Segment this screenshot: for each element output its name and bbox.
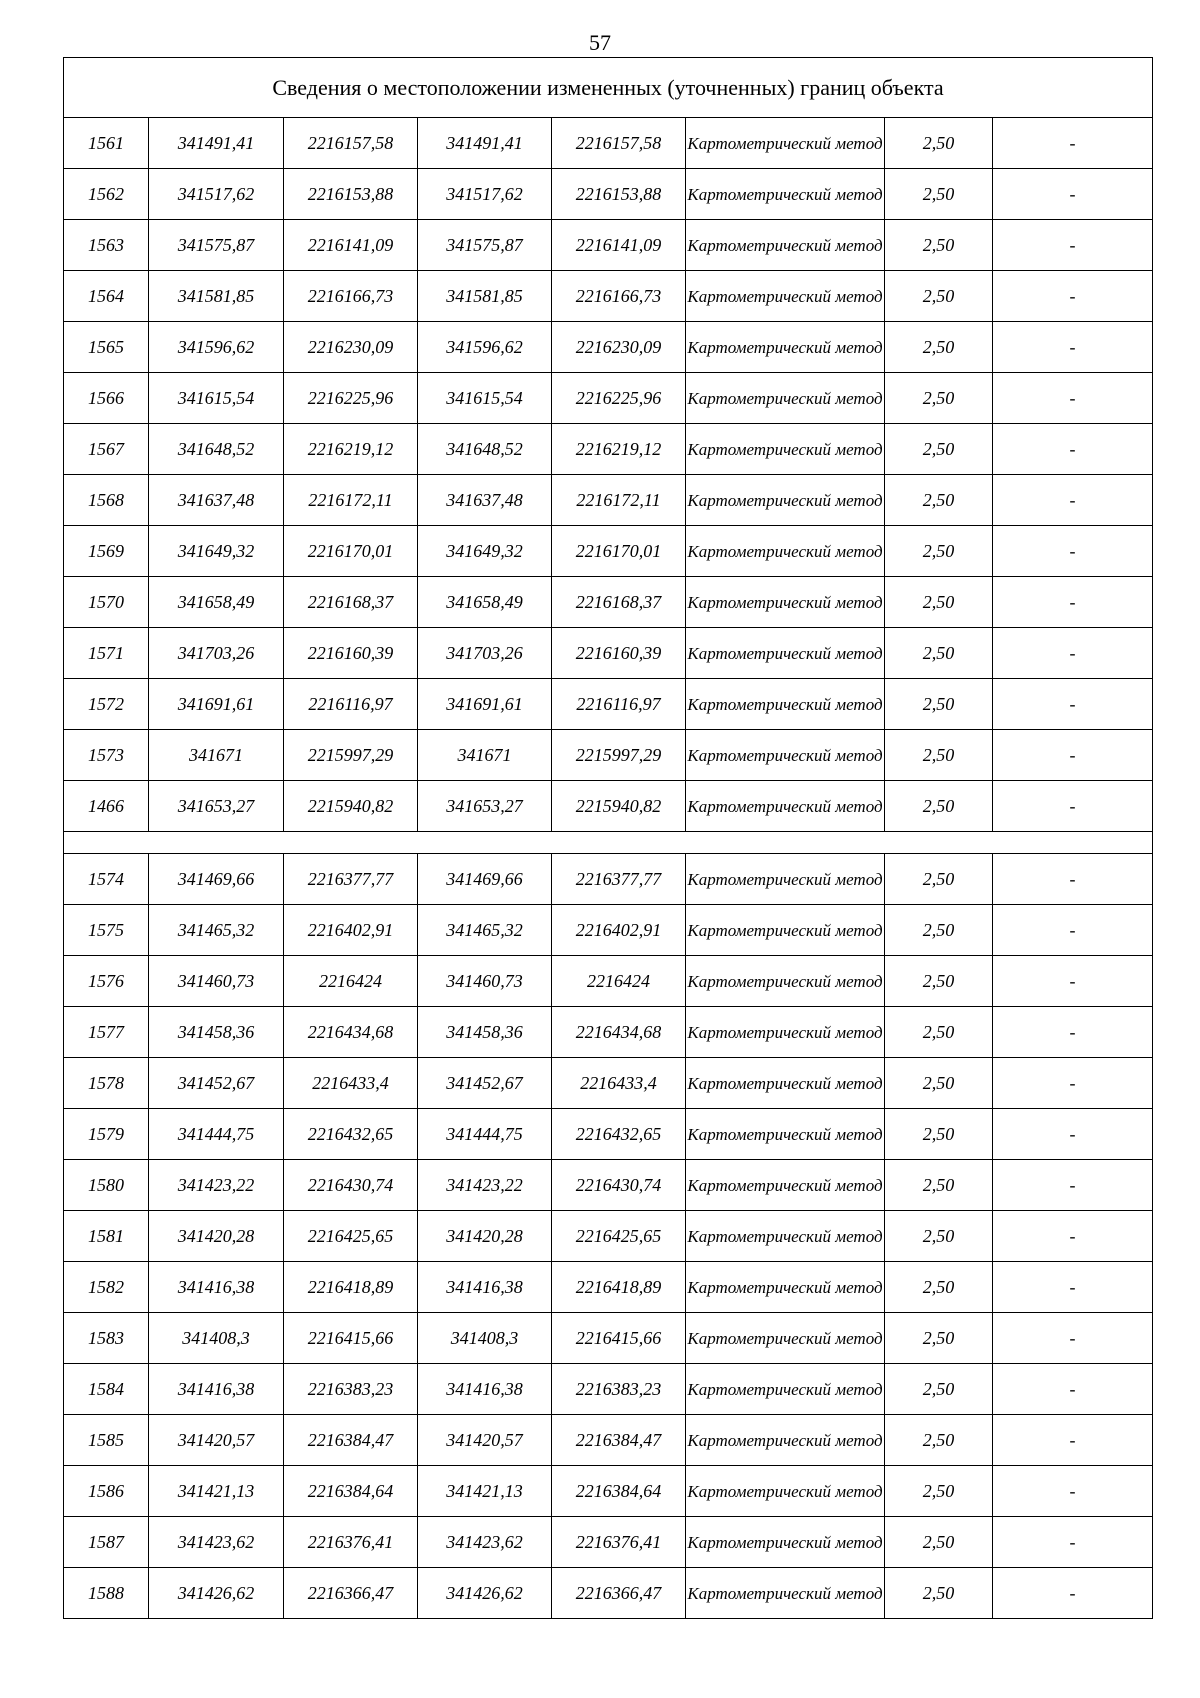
description-cell: - [993,905,1153,956]
refined-y-cell: 2216172,11 [552,475,686,526]
refined-y-cell: 2216219,12 [552,424,686,475]
method-cell: Картометрический метод [686,322,885,373]
point-number-cell: 1576 [64,956,149,1007]
table-row [64,475,1153,526]
refined-y-cell: 2216366,47 [552,1568,686,1619]
existing-y-cell: 2216384,64 [284,1466,418,1517]
table-row [64,1007,1153,1058]
method-cell: Картометрический метод [686,1313,885,1364]
method-cell: Картометрический метод [686,424,885,475]
refined-y-cell: 2216376,41 [552,1517,686,1568]
existing-y-cell: 2216433,4 [284,1058,418,1109]
method-cell: Картометрический метод [686,373,885,424]
accuracy-cell: 2,50 [885,577,993,628]
method-cell: Картометрический метод [686,1517,885,1568]
existing-x-cell: 341517,62 [149,169,284,220]
existing-y-cell: 2216430,74 [284,1160,418,1211]
existing-x-cell: 341653,27 [149,781,284,832]
table-row [64,1262,1153,1313]
refined-y-cell: 2215997,29 [552,730,686,781]
existing-x-cell: 341416,38 [149,1364,284,1415]
point-number-cell: 1466 [64,781,149,832]
refined-y-cell: 2216141,09 [552,220,686,271]
table-row [64,1415,1153,1466]
existing-y-cell: 2216415,66 [284,1313,418,1364]
table-row [64,854,1153,905]
refined-x-cell: 341458,36 [418,1007,552,1058]
description-cell: - [993,373,1153,424]
existing-y-cell: 2216141,09 [284,220,418,271]
description-cell: - [993,577,1153,628]
description-cell: - [993,169,1153,220]
point-number-cell: 1586 [64,1466,149,1517]
description-cell: - [993,1364,1153,1415]
table-row [64,679,1153,730]
table-row [64,220,1153,271]
existing-x-cell: 341575,87 [149,220,284,271]
method-cell: Картометрический метод [686,679,885,730]
refined-x-cell: 341469,66 [418,854,552,905]
refined-x-cell: 341575,87 [418,220,552,271]
point-number-cell: 1581 [64,1211,149,1262]
group-separator-cell [64,832,1153,854]
description-cell: - [993,628,1153,679]
existing-x-cell: 341465,32 [149,905,284,956]
description-cell: - [993,1058,1153,1109]
table-row [64,169,1153,220]
description-cell: - [993,1109,1153,1160]
table-row [64,905,1153,956]
refined-y-cell: 2216225,96 [552,373,686,424]
description-cell: - [993,679,1153,730]
refined-y-cell: 2216116,97 [552,679,686,730]
existing-y-cell: 2216157,58 [284,118,418,169]
point-number-cell: 1574 [64,854,149,905]
group-separator-row [64,832,1153,854]
refined-x-cell: 341581,85 [418,271,552,322]
method-cell: Картометрический метод [686,1109,885,1160]
refined-y-cell: 2216166,73 [552,271,686,322]
existing-y-cell: 2216230,09 [284,322,418,373]
description-cell: - [993,956,1153,1007]
description-cell: - [993,730,1153,781]
method-cell: Картометрический метод [686,1364,885,1415]
existing-x-cell: 341420,57 [149,1415,284,1466]
table-row [64,1211,1153,1262]
refined-y-cell: 2216383,23 [552,1364,686,1415]
method-cell: Картометрический метод [686,1568,885,1619]
accuracy-cell: 2,50 [885,1109,993,1160]
refined-x-cell: 341653,27 [418,781,552,832]
table-row [64,577,1153,628]
existing-y-cell: 2216172,11 [284,475,418,526]
refined-y-cell: 2216433,4 [552,1058,686,1109]
accuracy-cell: 2,50 [885,1211,993,1262]
description-cell: - [993,220,1153,271]
refined-y-cell: 2216425,65 [552,1211,686,1262]
point-number-cell: 1577 [64,1007,149,1058]
existing-x-cell: 341703,26 [149,628,284,679]
refined-y-cell: 2216384,47 [552,1415,686,1466]
refined-x-cell: 341658,49 [418,577,552,628]
refined-x-cell: 341416,38 [418,1364,552,1415]
accuracy-cell: 2,50 [885,169,993,220]
existing-x-cell: 341416,38 [149,1262,284,1313]
description-cell: - [993,118,1153,169]
accuracy-cell: 2,50 [885,1364,993,1415]
method-cell: Картометрический метод [686,169,885,220]
table-row [64,1466,1153,1517]
existing-x-cell: 341458,36 [149,1007,284,1058]
description-cell: - [993,1517,1153,1568]
existing-y-cell: 2216366,47 [284,1568,418,1619]
table-row [64,1364,1153,1415]
refined-x-cell: 341420,57 [418,1415,552,1466]
method-cell: Картометрический метод [686,1211,885,1262]
existing-x-cell: 341420,28 [149,1211,284,1262]
refined-x-cell: 341491,41 [418,118,552,169]
refined-y-cell: 2216157,58 [552,118,686,169]
point-number-cell: 1572 [64,679,149,730]
accuracy-cell: 2,50 [885,1007,993,1058]
existing-x-cell: 341615,54 [149,373,284,424]
description-cell: - [993,424,1153,475]
refined-x-cell: 341648,52 [418,424,552,475]
page-number: 57 [589,30,611,55]
refined-y-cell: 2216430,74 [552,1160,686,1211]
method-cell: Картометрический метод [686,118,885,169]
point-number-cell: 1561 [64,118,149,169]
accuracy-cell: 2,50 [885,781,993,832]
point-number-cell: 1588 [64,1568,149,1619]
description-cell: - [993,1211,1153,1262]
point-number-cell: 1579 [64,1109,149,1160]
point-number-cell: 1566 [64,373,149,424]
point-number-cell: 1567 [64,424,149,475]
refined-y-cell: 2216418,89 [552,1262,686,1313]
method-cell: Картометрический метод [686,1415,885,1466]
existing-y-cell: 2216377,77 [284,854,418,905]
refined-y-cell: 2216384,64 [552,1466,686,1517]
table-title: Сведения о местоположении измененных (уточненных) границ объекта [64,58,1153,118]
existing-y-cell: 2216170,01 [284,526,418,577]
table-row [64,1109,1153,1160]
point-number-cell: 1585 [64,1415,149,1466]
table-row [64,322,1153,373]
existing-y-cell: 2216425,65 [284,1211,418,1262]
existing-y-cell: 2216402,91 [284,905,418,956]
point-number-cell: 1580 [64,1160,149,1211]
refined-x-cell: 341416,38 [418,1262,552,1313]
existing-y-cell: 2216153,88 [284,169,418,220]
method-cell: Картометрический метод [686,271,885,322]
existing-y-cell: 2216434,68 [284,1007,418,1058]
existing-x-cell: 341658,49 [149,577,284,628]
refined-x-cell: 341421,13 [418,1466,552,1517]
refined-x-cell: 341423,22 [418,1160,552,1211]
method-cell: Картометрический метод [686,905,885,956]
table-row [64,1517,1153,1568]
table-row [64,781,1153,832]
accuracy-cell: 2,50 [885,118,993,169]
accuracy-cell: 2,50 [885,1160,993,1211]
refined-y-cell: 2216153,88 [552,169,686,220]
refined-x-cell: 341615,54 [418,373,552,424]
point-number-cell: 1578 [64,1058,149,1109]
description-cell: - [993,475,1153,526]
method-cell: Картометрический метод [686,577,885,628]
method-cell: Картометрический метод [686,854,885,905]
accuracy-cell: 2,50 [885,679,993,730]
point-number-cell: 1573 [64,730,149,781]
point-number-cell: 1571 [64,628,149,679]
accuracy-cell: 2,50 [885,628,993,679]
existing-x-cell: 341671 [149,730,284,781]
boundary-coordinates-table [63,57,1153,1619]
method-cell: Картометрический метод [686,1007,885,1058]
existing-x-cell: 341444,75 [149,1109,284,1160]
refined-x-cell: 341420,28 [418,1211,552,1262]
existing-x-cell: 341491,41 [149,118,284,169]
refined-y-cell: 2216160,39 [552,628,686,679]
table-row [64,628,1153,679]
refined-x-cell: 341408,3 [418,1313,552,1364]
accuracy-cell: 2,50 [885,1568,993,1619]
description-cell: - [993,322,1153,373]
table-row [64,118,1153,169]
existing-x-cell: 341423,62 [149,1517,284,1568]
point-number-cell: 1587 [64,1517,149,1568]
refined-x-cell: 341671 [418,730,552,781]
method-cell: Картометрический метод [686,526,885,577]
existing-y-cell: 2216116,97 [284,679,418,730]
accuracy-cell: 2,50 [885,373,993,424]
method-cell: Картометрический метод [686,781,885,832]
description-cell: - [993,1160,1153,1211]
existing-y-cell: 2216432,65 [284,1109,418,1160]
refined-x-cell: 341426,62 [418,1568,552,1619]
point-number-cell: 1583 [64,1313,149,1364]
accuracy-cell: 2,50 [885,322,993,373]
accuracy-cell: 2,50 [885,854,993,905]
description-cell: - [993,271,1153,322]
table-row [64,956,1153,1007]
refined-y-cell: 2216230,09 [552,322,686,373]
description-cell: - [993,1415,1153,1466]
refined-x-cell: 341452,67 [418,1058,552,1109]
refined-x-cell: 341423,62 [418,1517,552,1568]
refined-x-cell: 341596,62 [418,322,552,373]
existing-y-cell: 2215940,82 [284,781,418,832]
method-cell: Картометрический метод [686,1058,885,1109]
accuracy-cell: 2,50 [885,475,993,526]
table-row [64,1568,1153,1619]
refined-x-cell: 341649,32 [418,526,552,577]
method-cell: Картометрический метод [686,1160,885,1211]
accuracy-cell: 2,50 [885,1517,993,1568]
existing-x-cell: 341648,52 [149,424,284,475]
point-number-cell: 1563 [64,220,149,271]
existing-y-cell: 2216383,23 [284,1364,418,1415]
existing-y-cell: 2216424 [284,956,418,1007]
table-row [64,373,1153,424]
accuracy-cell: 2,50 [885,905,993,956]
method-cell: Картометрический метод [686,1262,885,1313]
existing-x-cell: 341452,67 [149,1058,284,1109]
description-cell: - [993,1262,1153,1313]
table-row [64,730,1153,781]
existing-x-cell: 341423,22 [149,1160,284,1211]
table-row [64,526,1153,577]
table-row [64,1160,1153,1211]
point-number-cell: 1565 [64,322,149,373]
table-row [64,424,1153,475]
table-row [64,1313,1153,1364]
accuracy-cell: 2,50 [885,220,993,271]
description-cell: - [993,1568,1153,1619]
refined-y-cell: 2216432,65 [552,1109,686,1160]
point-number-cell: 1562 [64,169,149,220]
table-title-row [64,58,1153,118]
existing-x-cell: 341460,73 [149,956,284,1007]
refined-y-cell: 2216434,68 [552,1007,686,1058]
accuracy-cell: 2,50 [885,956,993,1007]
existing-x-cell: 341426,62 [149,1568,284,1619]
accuracy-cell: 2,50 [885,1415,993,1466]
point-number-cell: 1568 [64,475,149,526]
description-cell: - [993,1007,1153,1058]
point-number-cell: 1570 [64,577,149,628]
refined-x-cell: 341460,73 [418,956,552,1007]
refined-y-cell: 2216170,01 [552,526,686,577]
refined-x-cell: 341637,48 [418,475,552,526]
existing-x-cell: 341421,13 [149,1466,284,1517]
method-cell: Картометрический метод [686,1466,885,1517]
accuracy-cell: 2,50 [885,526,993,577]
table-row [64,271,1153,322]
refined-x-cell: 341691,61 [418,679,552,730]
refined-x-cell: 341703,26 [418,628,552,679]
existing-x-cell: 341581,85 [149,271,284,322]
description-cell: - [993,526,1153,577]
existing-y-cell: 2216168,37 [284,577,418,628]
accuracy-cell: 2,50 [885,730,993,781]
point-number-cell: 1575 [64,905,149,956]
existing-y-cell: 2216166,73 [284,271,418,322]
method-cell: Картометрический метод [686,956,885,1007]
existing-y-cell: 2216418,89 [284,1262,418,1313]
point-number-cell: 1582 [64,1262,149,1313]
method-cell: Картометрический метод [686,220,885,271]
existing-x-cell: 341469,66 [149,854,284,905]
refined-y-cell: 2216377,77 [552,854,686,905]
existing-y-cell: 2216376,41 [284,1517,418,1568]
refined-y-cell: 2216168,37 [552,577,686,628]
existing-y-cell: 2216225,96 [284,373,418,424]
refined-x-cell: 341444,75 [418,1109,552,1160]
accuracy-cell: 2,50 [885,1313,993,1364]
refined-x-cell: 341517,62 [418,169,552,220]
description-cell: - [993,854,1153,905]
method-cell: Картометрический метод [686,475,885,526]
refined-x-cell: 341465,32 [418,905,552,956]
refined-y-cell: 2216402,91 [552,905,686,956]
accuracy-cell: 2,50 [885,424,993,475]
existing-x-cell: 341691,61 [149,679,284,730]
accuracy-cell: 2,50 [885,1058,993,1109]
existing-y-cell: 2216219,12 [284,424,418,475]
refined-y-cell: 2216424 [552,956,686,1007]
point-number-cell: 1564 [64,271,149,322]
method-cell: Картометрический метод [686,628,885,679]
table-row [64,1058,1153,1109]
description-cell: - [993,1466,1153,1517]
refined-y-cell: 2215940,82 [552,781,686,832]
existing-y-cell: 2216384,47 [284,1415,418,1466]
existing-x-cell: 341637,48 [149,475,284,526]
existing-y-cell: 2215997,29 [284,730,418,781]
existing-x-cell: 341408,3 [149,1313,284,1364]
point-number-cell: 1584 [64,1364,149,1415]
description-cell: - [993,781,1153,832]
description-cell: - [993,1313,1153,1364]
refined-y-cell: 2216415,66 [552,1313,686,1364]
method-cell: Картометрический метод [686,730,885,781]
accuracy-cell: 2,50 [885,1466,993,1517]
existing-y-cell: 2216160,39 [284,628,418,679]
accuracy-cell: 2,50 [885,271,993,322]
existing-x-cell: 341649,32 [149,526,284,577]
point-number-cell: 1569 [64,526,149,577]
accuracy-cell: 2,50 [885,1262,993,1313]
existing-x-cell: 341596,62 [149,322,284,373]
